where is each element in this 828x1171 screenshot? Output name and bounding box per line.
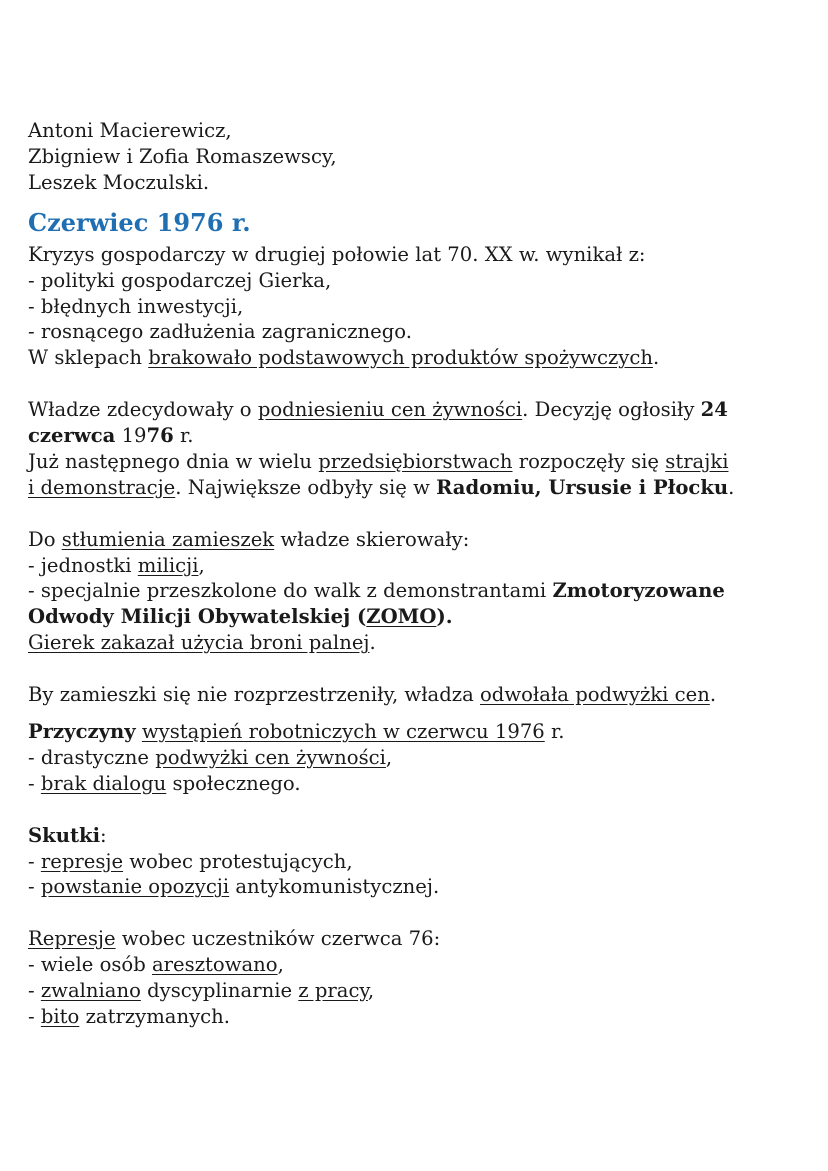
withdraw-line: By zamieszki się nie rozprzestrzeniły, władza odwołała podwyżki cen. <box>28 683 717 707</box>
causes-heading: Przyczyny wystąpień robotniczych w czerwcu 1976 r. <box>28 719 565 743</box>
list-item: - represje wobec protestujących, <box>28 849 353 873</box>
list-item: - brak dialogu społecznego. <box>28 771 301 795</box>
decision-line-4: i demonstracje. Największe odbyły się w Radomiu, Ursusie i Płocku. <box>28 475 735 499</box>
author-line: Antoni Macierewicz, <box>28 119 232 142</box>
author-line: Zbigniew i Zofia Romaszewscy, <box>28 144 337 168</box>
repressions-heading: Represje wobec uczestników czerwca 76: <box>28 927 441 951</box>
list-item: - błędnych inwestycji, <box>28 294 244 318</box>
list-item: - bito zatrzymanych. <box>28 1004 230 1028</box>
page-title: Czerwiec 1976 r. <box>28 207 251 237</box>
list-item: - wiele osób aresztowano, <box>28 953 284 977</box>
list-item: - drastyczne podwyżki cen żywności, <box>28 745 393 769</box>
authors-block <box>28 118 798 196</box>
causes-section <box>28 719 798 797</box>
decision-section <box>28 397 798 501</box>
suppression-section <box>28 527 798 657</box>
zomo-line: Odwody Milicji Obywatelskiej (ZOMO). <box>28 605 453 629</box>
decision-line-1: Władze zdecydowały o podniesieniu cen żywności. Decyzję ogłosiły 24 <box>28 398 728 422</box>
decision-line-3: Już następnego dnia w wielu przedsiębiorstwach rozpoczęły się strajki <box>28 449 729 473</box>
author-line: Leszek Moczulski. <box>28 170 210 194</box>
list-item: - zwalniano dyscyplinarnie z pracy, <box>28 979 375 1003</box>
list-item: - specjalnie przeszkolone do walk z demonstrantami Zmotoryzowane <box>28 579 725 603</box>
effects-section <box>28 823 798 901</box>
list-item: - polityki gospodarczej Gierka, <box>28 268 332 292</box>
document-page <box>28 118 798 1030</box>
crisis-section <box>28 242 798 372</box>
repressions-section <box>28 926 798 1030</box>
suppression-line-1: Do stłumienia zamieszek władze skierowały: <box>28 527 470 551</box>
decision-line-2: czerwca 1976 r. <box>28 424 194 448</box>
list-item: - jednostki milicji, <box>28 553 205 577</box>
gierek-line: Gierek zakazał użycia broni palnej. <box>28 631 376 655</box>
effects-heading: Skutki: <box>28 823 107 847</box>
list-item: - powstanie opozycji antykomunistycznej. <box>28 875 440 899</box>
crisis-intro: Kryzys gospodarczy w drugiej połowie lat 70. XX w. wynikał z: <box>28 242 646 266</box>
list-item: - rosnącego zadłużenia zagranicznego. <box>28 320 412 344</box>
shops-sentence: W sklepach brakowało podstawowych produktów spożywczych. <box>28 346 660 370</box>
